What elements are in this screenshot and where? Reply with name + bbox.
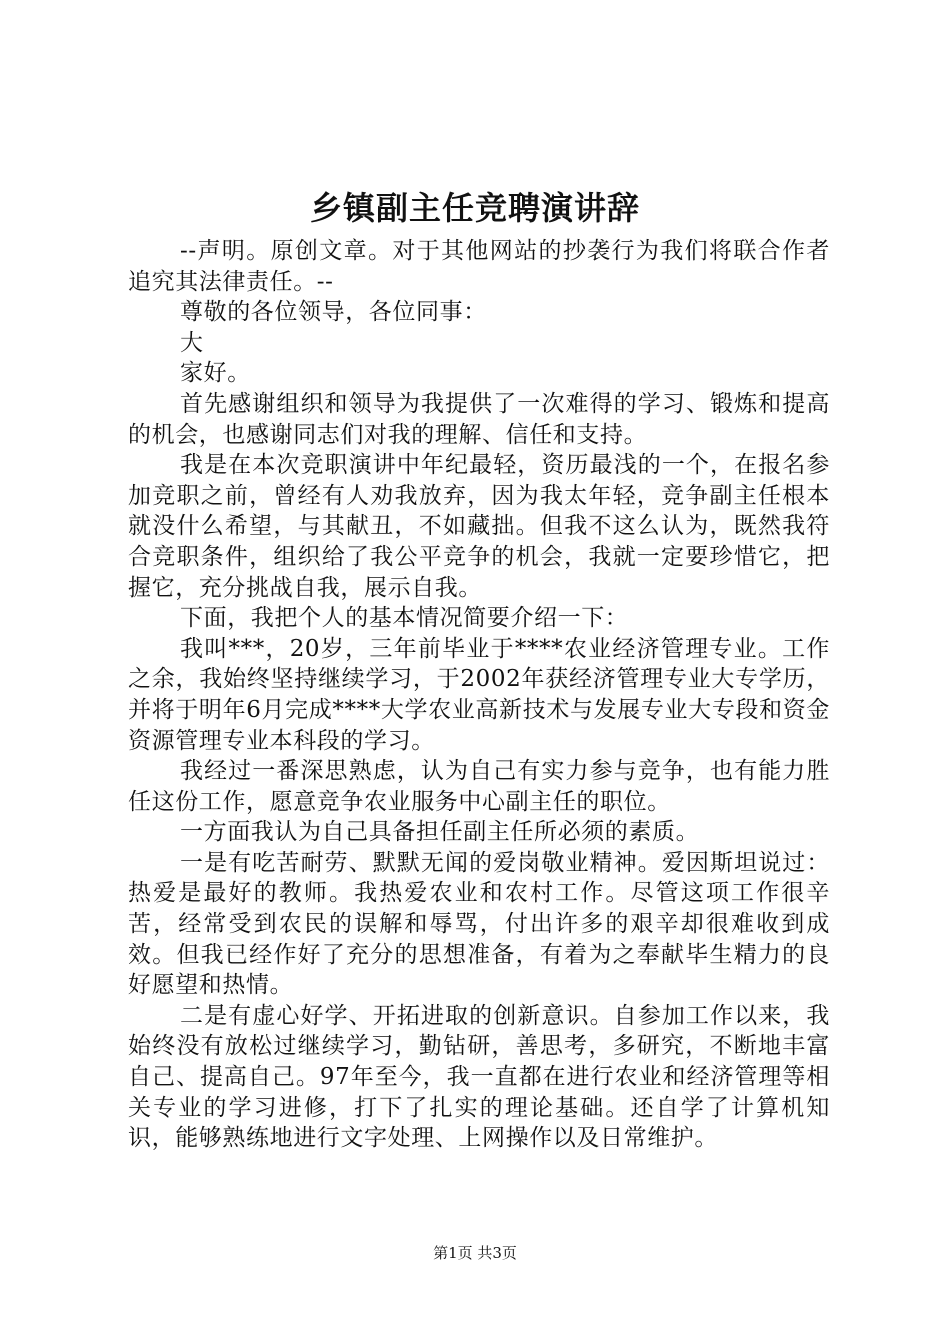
paragraph-motivation: 我是在本次竞职演讲中年纪最轻，资历最浅的一个，在报名参加竞职之前，曾经有人劝我放弃，因为我太年轻，竞争副主任根本就没什么希望，与其献丑，不如藏拙。但我不这么认为，既然我符合竞职条件，组织给了我公平竞争的机会，我就一定要珍惜它，把握它，充分挑战自我，展示自我。: [128, 452, 830, 601]
paragraph-decision: 我经过一番深思熟虑，认为自己有实力参与竞争，也有能力胜任这份工作，愿意竞争农业服务中心副主任的职位。: [128, 758, 830, 815]
paragraph-quality-one: 一是有吃苦耐劳、默默无闻的爱岗敬业精神。爱因斯坦说过：热爱是最好的教师。我热爱农业和农村工作。尽管这项工作很辛苦，经常受到农民的误解和辱骂，付出许多的艰辛却很难收到成效。但我已经作好了充分的思想准备，有着为之奉献毕生精力的良好愿望和热情。: [128, 849, 830, 999]
document-title: 乡镇副主任竞聘演讲辞: [309, 189, 640, 227]
paragraph-greeting-part1: 大: [180, 329, 204, 356]
paragraph-salutation: 尊敬的各位领导，各位同事：: [180, 299, 487, 326]
paragraph-greeting-part2: 家好。: [180, 360, 251, 387]
paragraph-thanks: 首先感谢组织和领导为我提供了一次难得的学习、锻炼和提高的机会，也感谢同志们对我的理解、信任和支持。: [128, 390, 830, 448]
paragraph-qualities-intro: 一方面我认为自己具备担任副主任所必须的素质。: [180, 819, 700, 846]
paragraph-intro: 下面，我把个人的基本情况简要介绍一下：: [180, 605, 629, 632]
paragraph-background: 我叫***，20岁，三年前毕业于****农业经济管理专业。工作之余，我始终坚持继续学习，于2002年获经济管理专业大专学历，并将于明年6月完成****大学农业高新技术与发展专业大专段和资金资源管理专业本科段的学习。: [128, 635, 830, 754]
paragraph-quality-two: 二是有虚心好学、开拓进取的创新意识。自参加工作以来，我始终没有放松过继续学习，勤钻研，善思考，多研究，不断地丰富自己、提高自己。97年至今，我一直都在进行农业和经济管理等相关专业的学习进修，打下了扎实的理论基础。还自学了计算机知识，能够熟练地进行文字处理、上网操作以及日常维护。: [128, 1002, 830, 1152]
paragraph-disclaimer: --声明。原创文章。对于其他网站的抄袭行为我们将联合作者追究其法律责任。--: [128, 238, 830, 295]
document-body: [128, 236, 830, 1154]
page-number-footer: 第1页 共3页: [433, 1244, 517, 1262]
